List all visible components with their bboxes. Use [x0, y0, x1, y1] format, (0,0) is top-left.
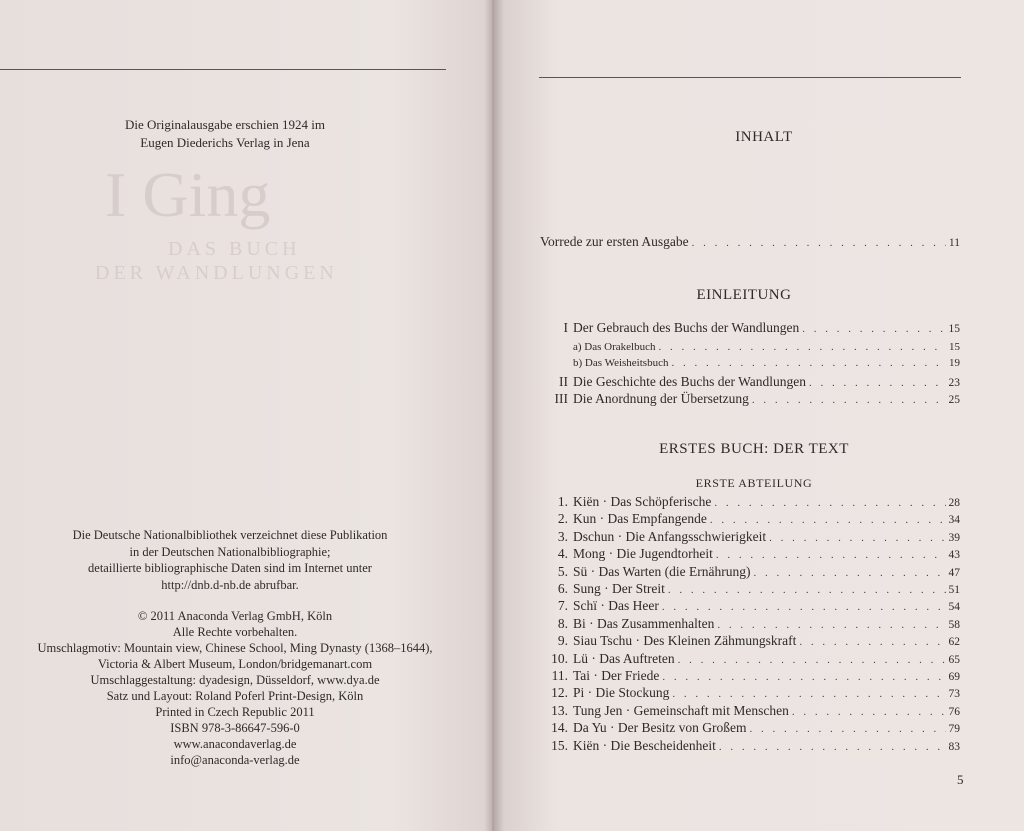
toc-entry-number: 7. — [557, 598, 568, 614]
toc-entry — [540, 581, 960, 597]
toc-entry — [540, 546, 960, 562]
toc-page-number: 39 — [948, 531, 960, 544]
text-line: Victoria & Albert Museum, London/bridgemanart.com — [97, 657, 373, 671]
toc-entry-title: Kiën · Das Schöpferische — [573, 494, 712, 509]
toc-entry — [540, 703, 960, 719]
toc-entry-title: Die Anordnung der Übersetzung — [573, 391, 749, 406]
leader-dots — [792, 706, 946, 718]
toc-entry-title: Der Gebrauch des Buchs der Wandlungen — [573, 320, 800, 335]
toc-entry-number: 2. — [557, 511, 568, 527]
text-line: http://dnb.d-nb.de abrufbar. — [161, 577, 299, 592]
toc-page-number: 11 — [948, 237, 960, 249]
toc-entry-number: 8. — [557, 615, 568, 631]
toc-entry-title: Da Yu · Der Besitz von Großem — [573, 720, 747, 736]
toc-entry-number: II — [559, 374, 568, 389]
right-page — [494, 0, 1024, 831]
toc-entry-title: Tung Jen · Gemeinschaft mit Menschen — [573, 702, 789, 718]
toc-page-number: 23 — [948, 377, 960, 389]
toc-page-number: 79 — [948, 723, 960, 736]
leader-dots — [809, 377, 946, 389]
text-line: detaillierte bibliographische Daten sind im Internet unter — [88, 561, 372, 575]
leader-dots — [717, 619, 945, 631]
toc-entry — [540, 564, 960, 580]
text-line: Die Deutsche Nationalbibliothek verzeichnet diese Publikation — [72, 528, 388, 542]
toc-entry-title: Pi · Die Stockung — [573, 685, 670, 701]
page-number: 5 — [957, 772, 964, 787]
original-edition-note — [85, 116, 365, 151]
toc-entry-number: 14. — [551, 720, 568, 736]
leader-dots — [749, 723, 945, 735]
toc-entry-title: Vorrede zur ersten Ausgabe — [540, 234, 689, 249]
toc-page-number: 28 — [948, 497, 960, 509]
toc-page-number: 62 — [948, 636, 960, 649]
leader-dots — [678, 654, 946, 666]
leader-dots — [714, 497, 945, 509]
toc-page-number: 34 — [948, 514, 960, 527]
toc-entry-title: Sung · Der Streit — [573, 581, 665, 596]
section-heading-einleitung: EINLEITUNG — [696, 287, 792, 303]
leader-dots — [692, 237, 946, 249]
toc-entry-preface — [540, 234, 960, 250]
toc-entry — [540, 357, 960, 369]
leader-dots — [716, 549, 946, 561]
toc-entry-title: b) Das Weisheitsbuch — [573, 357, 669, 369]
left-page — [0, 0, 492, 831]
copyright-block — [10, 608, 460, 768]
toc-page-number: 65 — [948, 653, 960, 666]
leader-dots — [710, 514, 946, 526]
leader-dots — [753, 567, 945, 579]
text-line: in der Deutschen Nationalbibliographie; — [129, 544, 331, 559]
toc-page-number: 43 — [948, 549, 960, 562]
toc-entry-title: Siau Tschu · Des Kleinen Zähmungskraft — [573, 633, 797, 649]
text-line: Satz und Layout: Roland Poferl Print-Design, Köln — [106, 689, 364, 703]
toc-entry — [540, 391, 960, 407]
header-rule — [539, 77, 961, 78]
header-rule — [0, 69, 446, 70]
toc-page-number: 51 — [948, 584, 960, 596]
toc-page-number: 19 — [949, 357, 960, 369]
toc-entry — [540, 738, 960, 754]
text-line: ISBN 978-3-86647-596-0 — [170, 721, 300, 735]
toc-entry-title: Bi · Das Zusammenhalten — [573, 615, 715, 631]
text-line: Eugen Diederichs Verlag in Jena — [140, 134, 310, 150]
text-line: info@anaconda-verlag.de — [170, 753, 300, 767]
toc-entry-number: 1. — [557, 494, 568, 509]
toc-entry-number: 11. — [551, 668, 568, 683]
text-line: www.anacondaverlag.de — [173, 737, 297, 751]
toc-entry — [540, 494, 960, 510]
leader-dots — [668, 584, 946, 596]
toc-entry — [540, 598, 960, 614]
toc-entry-title: Kun · Das Empfangende — [573, 511, 707, 527]
toc-entry-title: Mong · Die Jugendtorheit — [573, 546, 713, 562]
toc-entry-number: 13. — [551, 702, 568, 718]
toc-entry — [540, 320, 960, 336]
toc-entry — [540, 720, 960, 736]
toc-page-number: 15 — [949, 341, 960, 353]
leader-dots — [671, 357, 946, 369]
toc-page-number: 83 — [948, 740, 960, 753]
leader-dots — [719, 741, 946, 753]
toc-entry-title: Kiën · Die Bescheidenheit — [573, 737, 716, 753]
toc-entry — [540, 374, 960, 390]
toc-entry — [540, 651, 960, 667]
text-line: Printed in Czech Republic 2011 — [155, 705, 315, 719]
toc-entry-number: 9. — [557, 633, 568, 649]
toc-heading: INHALT — [735, 129, 793, 145]
toc-entry-number: 5. — [557, 563, 568, 579]
toc-entry-title: Die Geschichte des Buchs der Wandlungen — [573, 374, 806, 389]
leader-dots — [662, 601, 946, 613]
toc-entry-number: III — [554, 391, 568, 406]
toc-entry — [540, 341, 960, 353]
showthrough-subtitle: DER WANDLUNGEN — [95, 262, 338, 284]
toc-page-number: 25 — [948, 394, 960, 406]
showthrough-title: I Ging — [105, 159, 271, 230]
leader-dots — [799, 636, 945, 648]
section-heading-erstes-buch: ERSTES BUCH: DER TEXT — [659, 441, 849, 457]
toc-entry-number: I — [563, 320, 568, 335]
toc-entry-title: Sü · Das Warten (die Ernährung) — [573, 563, 751, 579]
toc-page-number: 47 — [948, 566, 960, 579]
toc-page-number: 15 — [948, 323, 960, 335]
toc-entry-number: 12. — [551, 685, 568, 701]
toc-entry-title: Lü · Das Auftreten — [573, 650, 675, 666]
toc-entry — [540, 633, 960, 649]
toc-entry — [540, 668, 960, 684]
leader-dots — [672, 688, 945, 700]
toc-entry-number: 15. — [551, 737, 568, 753]
book-gutter — [484, 0, 504, 831]
toc-entry-number: 3. — [557, 528, 568, 544]
toc-page-number: 58 — [948, 618, 960, 631]
toc-entry — [540, 529, 960, 545]
leader-dots — [769, 532, 945, 544]
text-line: Umschlagmotiv: Mountain view, Chinese School, Ming Dynasty (1368–1644), — [37, 641, 433, 655]
toc-entry — [540, 511, 960, 527]
toc-entry — [540, 685, 960, 701]
leader-dots — [662, 671, 945, 683]
text-line: Die Originalausgabe erschien 1924 im — [125, 117, 325, 132]
toc-page-number: 73 — [948, 688, 960, 701]
toc-entry-title: a) Das Orakelbuch — [573, 341, 656, 353]
leader-dots — [658, 341, 946, 353]
toc-entry-title: Tai · Der Friede — [573, 668, 660, 683]
subsection-heading: ERSTE ABTEILUNG — [695, 476, 813, 490]
leader-dots — [752, 394, 946, 406]
text-line: Alle Rechte vorbehalten. — [172, 625, 298, 639]
toc-page-number: 54 — [948, 601, 960, 614]
toc-page-number: 69 — [948, 671, 960, 683]
toc-entry — [540, 616, 960, 632]
bibliographic-notice — [30, 527, 430, 593]
toc-entry-number: 4. — [557, 546, 568, 562]
leader-dots — [802, 323, 945, 335]
toc-entry-number: 10. — [551, 650, 568, 666]
toc-page-number: 76 — [948, 705, 960, 718]
toc-entry-title: Dschun · Die Anfangsschwierigkeit — [573, 528, 767, 544]
text-line: Umschlaggestaltung: dyadesign, Düsseldorf, www.dya.de — [90, 673, 380, 687]
showthrough-subtitle: DAS BUCH — [168, 238, 301, 260]
text-line: © 2011 Anaconda Verlag GmbH, Köln — [137, 609, 333, 623]
toc-entry-number: 6. — [557, 581, 568, 596]
toc-entry-title: Schï · Das Heer — [573, 598, 659, 614]
